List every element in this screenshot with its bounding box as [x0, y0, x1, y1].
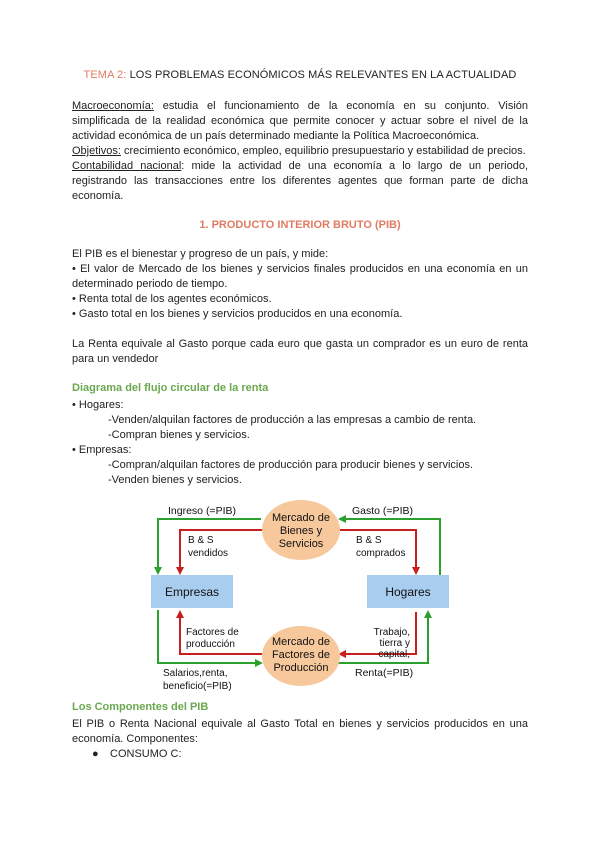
subsection-title-componentes: Los Componentes del PIB [72, 701, 209, 713]
renta-label: Renta(=PIB) [355, 667, 414, 679]
definition-term: Macroeconomía: [72, 100, 154, 112]
trabajo-label: tierra y [379, 638, 410, 649]
mercado-factores-line: Producción [273, 662, 329, 674]
hogares-label: • Hogares: [72, 399, 124, 411]
pib-bullet: • El valor de Mercado de los bienes y servicios finales producidos en una economía en un determinado periodo de tiempo. [72, 263, 528, 290]
pib-intro: El PIB es el bienestar y progreso de un país, y mide: [72, 248, 329, 260]
mercado-bienes-line: Servicios [278, 538, 324, 550]
hogares-item: -Compran bienes y servicios. [108, 429, 250, 441]
pib-bullet: • Gasto total en los bienes y servicios producidos en una economía. [72, 308, 403, 320]
salarios-label: beneficio(=PIB) [163, 681, 232, 692]
hogares-label: Hogares [385, 585, 431, 599]
gasto-label: Gasto (=PIB) [352, 505, 413, 517]
bs-comprados-label: B & S [356, 535, 382, 546]
empresas-item: -Venden bienes y servicios. [108, 474, 242, 486]
arrow-ingreso [158, 519, 261, 573]
componentes-text: El PIB o Renta Nacional equivale al Gasto Total en bienes y servicios producidos en una economía. Componentes: [72, 718, 528, 745]
hogares-item: -Venden/alquilan factores de producción a las empresas a cambio de renta. [108, 414, 477, 426]
ingreso-label: Ingreso (=PIB) [168, 505, 236, 517]
empresas-label: • Empresas: [72, 444, 132, 456]
mercado-factores-line: Factores de [271, 649, 331, 661]
definition-term: Contabilidad nacional [72, 160, 182, 172]
title-rest: LOS PROBLEMAS ECONÓMICOS MÁS RELEVANTES EN LA ACTUALIDAD [126, 69, 517, 81]
definition-text: crecimiento económico, empleo, equilibrio presupuestario y estabilidad de precios. [120, 145, 526, 157]
trabajo-label: Trabajo, [373, 627, 410, 638]
bullet-icon: ● [92, 748, 99, 760]
definition-text: estudia el funcionamiento de la economía en su conjunto. Visión simplificada de la realidad económica que permite conocer y actuar sobre el nivel de la actividad económica de un país determinado mediante la Política Macroeconómica. [72, 100, 528, 142]
bs-vendidos-label: B & S [188, 535, 214, 546]
subsection-title-flujo: Diagrama del flujo circular de la renta [72, 382, 269, 394]
factores-label: Factores de [186, 627, 239, 638]
mercado-bienes-line: Mercado de [271, 512, 331, 524]
factores-label: producción [186, 639, 235, 650]
salarios-label: Salarios,renta, [163, 668, 228, 679]
section-title: 1. PRODUCTO INTERIOR BRUTO (PIB) [199, 219, 401, 231]
bs-vendidos-label: vendidos [188, 548, 229, 559]
mercado-bienes-line: Bienes y [279, 525, 323, 537]
componentes-item-label: CONSUMO C: [110, 748, 182, 760]
title-prefix: TEMA 2: [83, 69, 127, 81]
mercado-factores-line: Mercado de [271, 636, 331, 648]
bs-comprados-label: comprados [356, 548, 406, 559]
definition-term: Objetivos: [72, 145, 121, 157]
renta-gasto-paragraph: La Renta equivale al Gasto porque cada euro que gasta un comprador es un euro de renta para un vendedor [72, 338, 528, 365]
arrow-gasto [340, 519, 440, 575]
empresas-item: -Compran/alquilan factores de producción para producir bienes y servicios. [108, 459, 474, 471]
trabajo-label: capital, [378, 649, 410, 660]
definition-text: : mide la actividad de una economía a lo largo de un periodo, registrando las transacciones entre los diferentes agentes que forman parte de dicha economía. [72, 160, 528, 202]
pib-bullet: • Renta total de los agentes económicos. [72, 293, 272, 305]
empresas-label: Empresas [164, 585, 220, 599]
